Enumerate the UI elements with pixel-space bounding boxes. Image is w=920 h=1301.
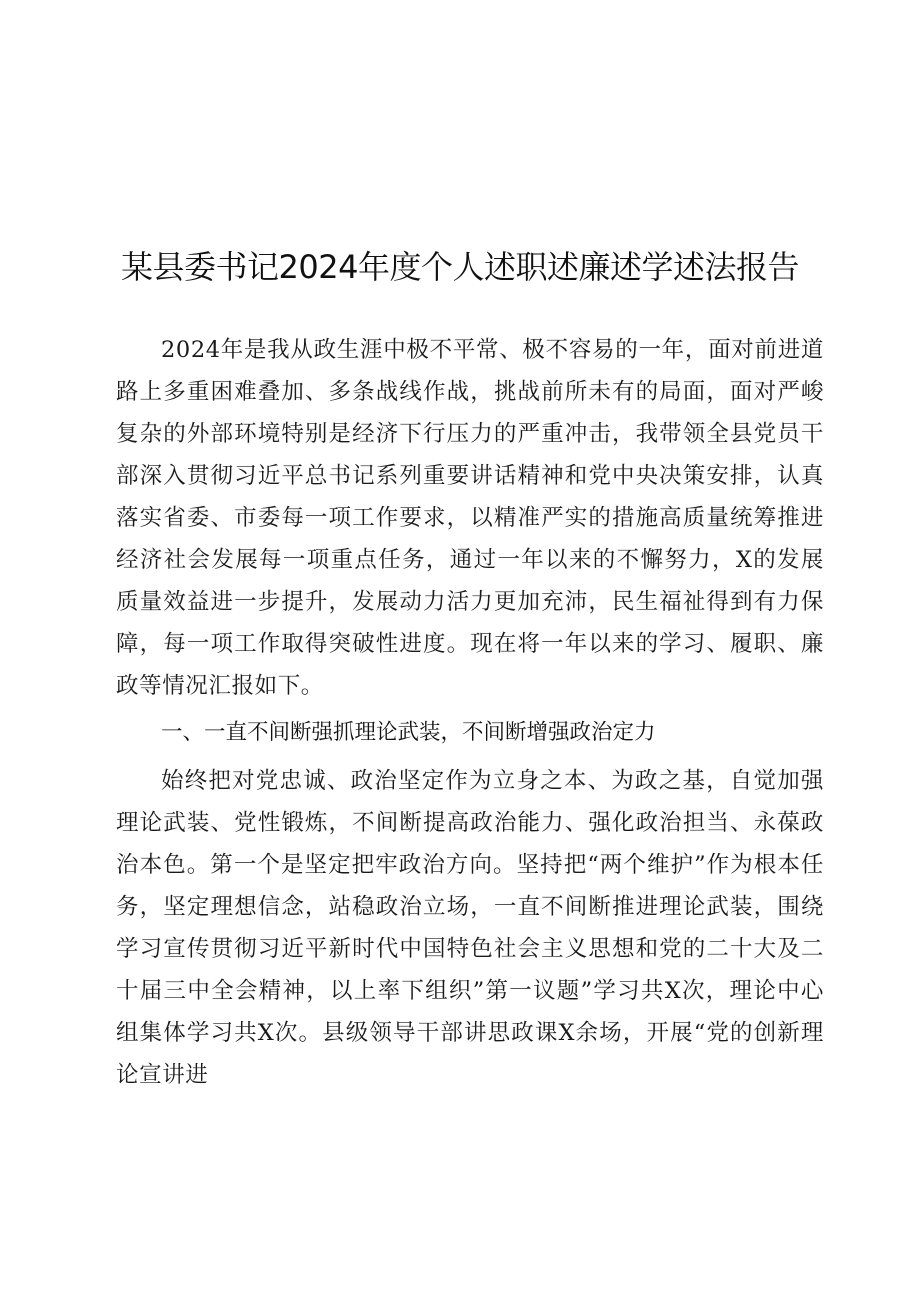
section-paragraph: 始终把对党忠诚、政治坚定作为立身之本、为政之基，自觉加强理论武装、党性锻炼，不间断提高政治能力、强化政治担当、永葆政治本色。第一个是坚定把牢政治方向。坚持把“两个维护”作为根本任务，坚定理想信念，站稳政治立场，一直不间断推进理论武装，围绕学习宣传贯彻习近平新时代中国特色社会主义思想和党的二十大及二十届三中全会精神，以上率下组织”第一议题”学习共X次，理论中心组集体学习共X次。县级领导干部讲思政课X余场，开展“党的创新理论宣讲进 [116,768,824,1088]
document-title: 某县委书记2024年度个人述职述廉述学述法报告 [121,248,799,286]
intro-paragraph: 2024年是我从政生涯中极不平常、极不容易的一年，面对前进道路上多重困难叠加、多条战线作战，挑战前所未有的局面，面对严峻复杂的外部环境特别是经济下行压力的严重冲击，我带领全县党员干部深入贯彻习近平总书记系列重要讲话精神和党中央决策安排，认真落实省委、市委每一项工作要求，以精准严实的措施高质量统筹推进经济社会发展每一项重点任务，通过一年以来的不懈努力，X的发展质量效益进一步提升，发展动力活力更加充沛，民生福祉得到有力保障，每一项工作取得突破性进度。现在将一年以来的学习、履职、廉政等情况汇报如下。 [116,337,824,699]
section-heading: 一、一直不间断强抓理论武装，不间断增强政治定力 [161,720,656,745]
